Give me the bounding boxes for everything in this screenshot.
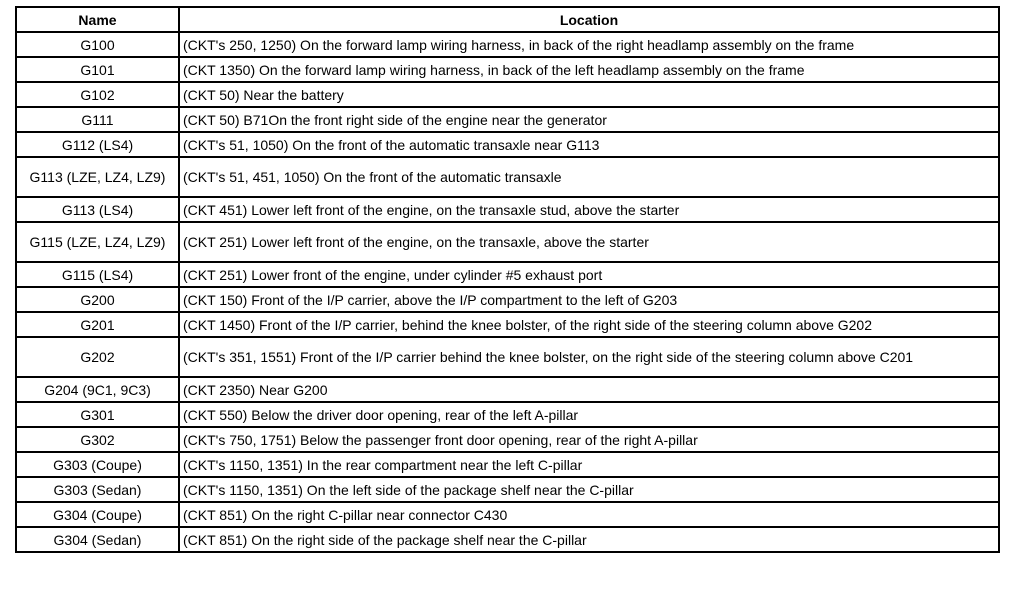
ground-location-cell: (CKT 251) Lower left front of the engine, on the transaxle, above the starter bbox=[179, 222, 999, 262]
table-row bbox=[16, 32, 999, 57]
table-row bbox=[16, 287, 999, 312]
ground-location-cell: (CKT's 750, 1751) Below the passenger front door opening, rear of the right A-pillar bbox=[179, 427, 999, 452]
ground-name-cell: G301 bbox=[16, 402, 179, 427]
ground-location-cell: (CKT 50) Near the battery bbox=[179, 82, 999, 107]
table-header-row bbox=[16, 7, 999, 32]
ground-location-cell: (CKT's 1150, 1351) On the left side of the package shelf near the C-pillar bbox=[179, 477, 999, 502]
table-row bbox=[16, 312, 999, 337]
ground-location-cell: (CKT's 51, 451, 1050) On the front of the automatic transaxle bbox=[179, 157, 999, 197]
table-row bbox=[16, 132, 999, 157]
ground-location-cell: (CKT 150) Front of the I/P carrier, above the I/P compartment to the left of G203 bbox=[179, 287, 999, 312]
ground-location-cell: (CKT 550) Below the driver door opening, rear of the left A-pillar bbox=[179, 402, 999, 427]
ground-name-cell: G204 (9C1, 9C3) bbox=[16, 377, 179, 402]
ground-name-cell: G113 (LS4) bbox=[16, 197, 179, 222]
table-row bbox=[16, 527, 999, 552]
ground-name-cell: G115 (LZE, LZ4, LZ9) bbox=[16, 222, 179, 262]
table-row bbox=[16, 82, 999, 107]
table-row bbox=[16, 57, 999, 82]
ground-location-cell: (CKT 1450) Front of the I/P carrier, behind the knee bolster, of the right side of the steering column above G202 bbox=[179, 312, 999, 337]
table-row bbox=[16, 477, 999, 502]
ground-locations-table bbox=[15, 6, 1000, 553]
ground-location-cell: (CKT 851) On the right side of the package shelf near the C-pillar bbox=[179, 527, 999, 552]
ground-name-cell: G304 (Coupe) bbox=[16, 502, 179, 527]
ground-location-cell: (CKT 251) Lower front of the engine, under cylinder #5 exhaust port bbox=[179, 262, 999, 287]
column-header-name: Name bbox=[16, 7, 179, 32]
ground-location-cell: (CKT's 250, 1250) On the forward lamp wiring harness, in back of the right headlamp assembly on the frame bbox=[179, 32, 999, 57]
ground-name-cell: G202 bbox=[16, 337, 179, 377]
table-row bbox=[16, 337, 999, 377]
ground-name-cell: G302 bbox=[16, 427, 179, 452]
ground-name-cell: G113 (LZE, LZ4, LZ9) bbox=[16, 157, 179, 197]
column-header-location: Location bbox=[179, 7, 999, 32]
ground-name-cell: G303 (Sedan) bbox=[16, 477, 179, 502]
ground-name-cell: G102 bbox=[16, 82, 179, 107]
ground-name-cell: G101 bbox=[16, 57, 179, 82]
ground-name-cell: G100 bbox=[16, 32, 179, 57]
ground-location-cell: (CKT's 351, 1551) Front of the I/P carrier behind the knee bolster, on the right side of the steering column above C201 bbox=[179, 337, 999, 377]
table-row bbox=[16, 452, 999, 477]
table-row bbox=[16, 377, 999, 402]
ground-location-cell: (CKT 451) Lower left front of the engine, on the transaxle stud, above the starter bbox=[179, 197, 999, 222]
table-row bbox=[16, 502, 999, 527]
ground-name-cell: G303 (Coupe) bbox=[16, 452, 179, 477]
table-row bbox=[16, 197, 999, 222]
ground-location-cell: (CKT's 51, 1050) On the front of the automatic transaxle near G113 bbox=[179, 132, 999, 157]
ground-name-cell: G112 (LS4) bbox=[16, 132, 179, 157]
ground-location-cell: (CKT 1350) On the forward lamp wiring harness, in back of the left headlamp assembly on the frame bbox=[179, 57, 999, 82]
ground-name-cell: G304 (Sedan) bbox=[16, 527, 179, 552]
ground-name-cell: G200 bbox=[16, 287, 179, 312]
table-row bbox=[16, 107, 999, 132]
table-row bbox=[16, 157, 999, 197]
ground-location-cell: (CKT 2350) Near G200 bbox=[179, 377, 999, 402]
ground-location-cell: (CKT's 1150, 1351) In the rear compartment near the left C-pillar bbox=[179, 452, 999, 477]
ground-name-cell: G111 bbox=[16, 107, 179, 132]
ground-name-cell: G201 bbox=[16, 312, 179, 337]
table-row bbox=[16, 427, 999, 452]
ground-location-cell: (CKT 50) B71On the front right side of the engine near the generator bbox=[179, 107, 999, 132]
table-row bbox=[16, 402, 999, 427]
table-row bbox=[16, 262, 999, 287]
table-row bbox=[16, 222, 999, 262]
ground-name-cell: G115 (LS4) bbox=[16, 262, 179, 287]
ground-location-cell: (CKT 851) On the right C-pillar near connector C430 bbox=[179, 502, 999, 527]
